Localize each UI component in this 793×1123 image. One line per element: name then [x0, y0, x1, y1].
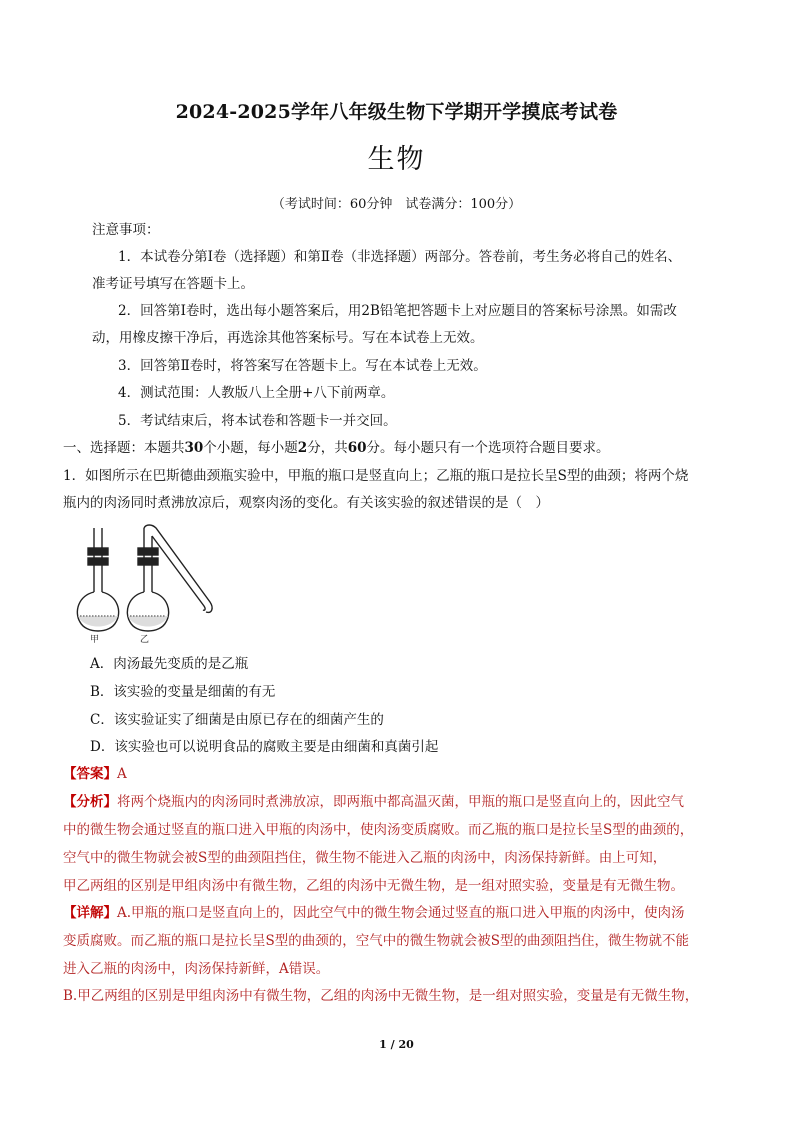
notice-heading: 注意事项：	[92, 222, 160, 238]
question-1-stem-line-2: 瓶内的肉汤同时煮沸放凉后，观察肉汤的变化。有关该实验的叙述错误的是（ ）	[63, 495, 549, 511]
swan-neck-flask-figure	[72, 522, 222, 644]
question-count: 30	[184, 440, 204, 456]
notice-item-2-line-2: 动，用橡皮擦干净后，再选涂其他答案标号。写在本试卷上无效。	[92, 330, 484, 346]
answer-value: A	[117, 766, 127, 782]
detail-line-2: 变质腐败。而乙瓶的瓶口是拉长呈S型的曲颈的，空气中的微生物就会被S型的曲颈阻挡住，微生物就不能	[63, 933, 689, 949]
exam-info: （考试时间：60分钟 试卷满分：100分）	[271, 197, 522, 212]
notice-item-5: 5．考试结束后，将本试卷和答题卡一并交回。	[118, 413, 397, 429]
analysis-line-1	[63, 792, 684, 812]
analysis-tag: 【分析】	[63, 794, 117, 810]
detail-tag: 【详解】	[63, 905, 117, 921]
notice-item-1-line-2: 准考证号填写在答题卡上。	[92, 276, 254, 292]
section-mid-2: 分，共	[307, 440, 348, 456]
analysis-text-1: 将两个烧瓶内的肉汤同时煮沸放凉，即两瓶中都高温灭菌，甲瓶的瓶口是竖直向上的，因此空气	[117, 794, 684, 810]
option-a: A．肉汤最先变质的是乙瓶	[90, 656, 249, 672]
answer-line	[63, 764, 127, 784]
flask-jia	[77, 528, 118, 631]
section-mid-1: 个小题，每小题	[203, 440, 298, 456]
notice-item-2-line-1: 2．回答第Ⅰ卷时，选出每小题答案后，用2B铅笔把答题卡上对应题目的答案标号涂黑。如需改	[118, 303, 677, 319]
notice-item-4: 4．测试范围：人教版八上全册+八下前两章。	[118, 385, 395, 401]
points-each: 2	[297, 440, 308, 456]
detail-text-1: A.甲瓶的瓶口是竖直向上的，因此空气中的微生物会通过竖直的瓶口进入甲瓶的肉汤中，使肉汤	[117, 905, 685, 921]
total-points: 60	[347, 440, 367, 456]
notice-item-1-line-1: 1．本试卷分第Ⅰ卷（选择题）和第Ⅱ卷（非选择题）两部分。答卷前，考生务必将自己的姓名、	[118, 249, 682, 265]
detail-line-3: 进入乙瓶的肉汤中，肉汤保持新鲜，A错误。	[63, 961, 330, 977]
section-heading	[63, 438, 610, 458]
subject-title: 生物	[367, 144, 426, 175]
analysis-line-3: 空气中的微生物就会被S型的曲颈阻挡住，微生物不能进入乙瓶的肉汤中，肉汤保持新鲜。由上可知，	[63, 850, 667, 866]
section-suffix: 分。每小题只有一个选项符合题目要求。	[366, 440, 610, 456]
figure-label-jia: 甲	[90, 635, 100, 644]
option-d: D．该实验也可以说明食品的腐败主要是由细菌和真菌引起	[90, 739, 439, 755]
flask-yi	[127, 525, 212, 631]
section-prefix: 一、选择题：本题共	[63, 440, 185, 456]
option-b: B．该实验的变量是细菌的有无	[90, 684, 276, 700]
detail-line-4: B.甲乙两组的区别是甲组肉汤中有微生物，乙组的肉汤中无微生物，是一组对照实验，变量是有无微生物，	[63, 988, 699, 1004]
page-number: 1 / 20	[379, 1038, 414, 1051]
detail-line-1	[63, 903, 685, 923]
notice-item-3: 3．回答第Ⅱ卷时，将答案写在答题卡上。写在本试卷上无效。	[118, 358, 487, 374]
analysis-line-2: 中的微生物会通过竖直的瓶口进入甲瓶的肉汤中，使肉汤变质腐败。而乙瓶的瓶口是拉长呈S型的曲颈的，	[63, 822, 694, 838]
option-c: C．该实验证实了细菌是由原已存在的细菌产生的	[90, 712, 384, 728]
analysis-line-4: 甲乙两组的区别是甲组肉汤中有微生物，乙组的肉汤中无微生物，是一组对照实验，变量是有无微生物。	[63, 878, 684, 894]
answer-tag: 【答案】	[63, 766, 117, 782]
exam-title: 2024-2025学年八年级生物下学期开学摸底考试卷	[175, 101, 618, 123]
question-1-stem-line-1: 1．如图所示在巴斯德曲颈瓶实验中，甲瓶的瓶口是竖直向上；乙瓶的瓶口是拉长呈S型的曲颈；将两个烧	[63, 468, 689, 484]
figure-label-yi: 乙	[140, 635, 150, 644]
